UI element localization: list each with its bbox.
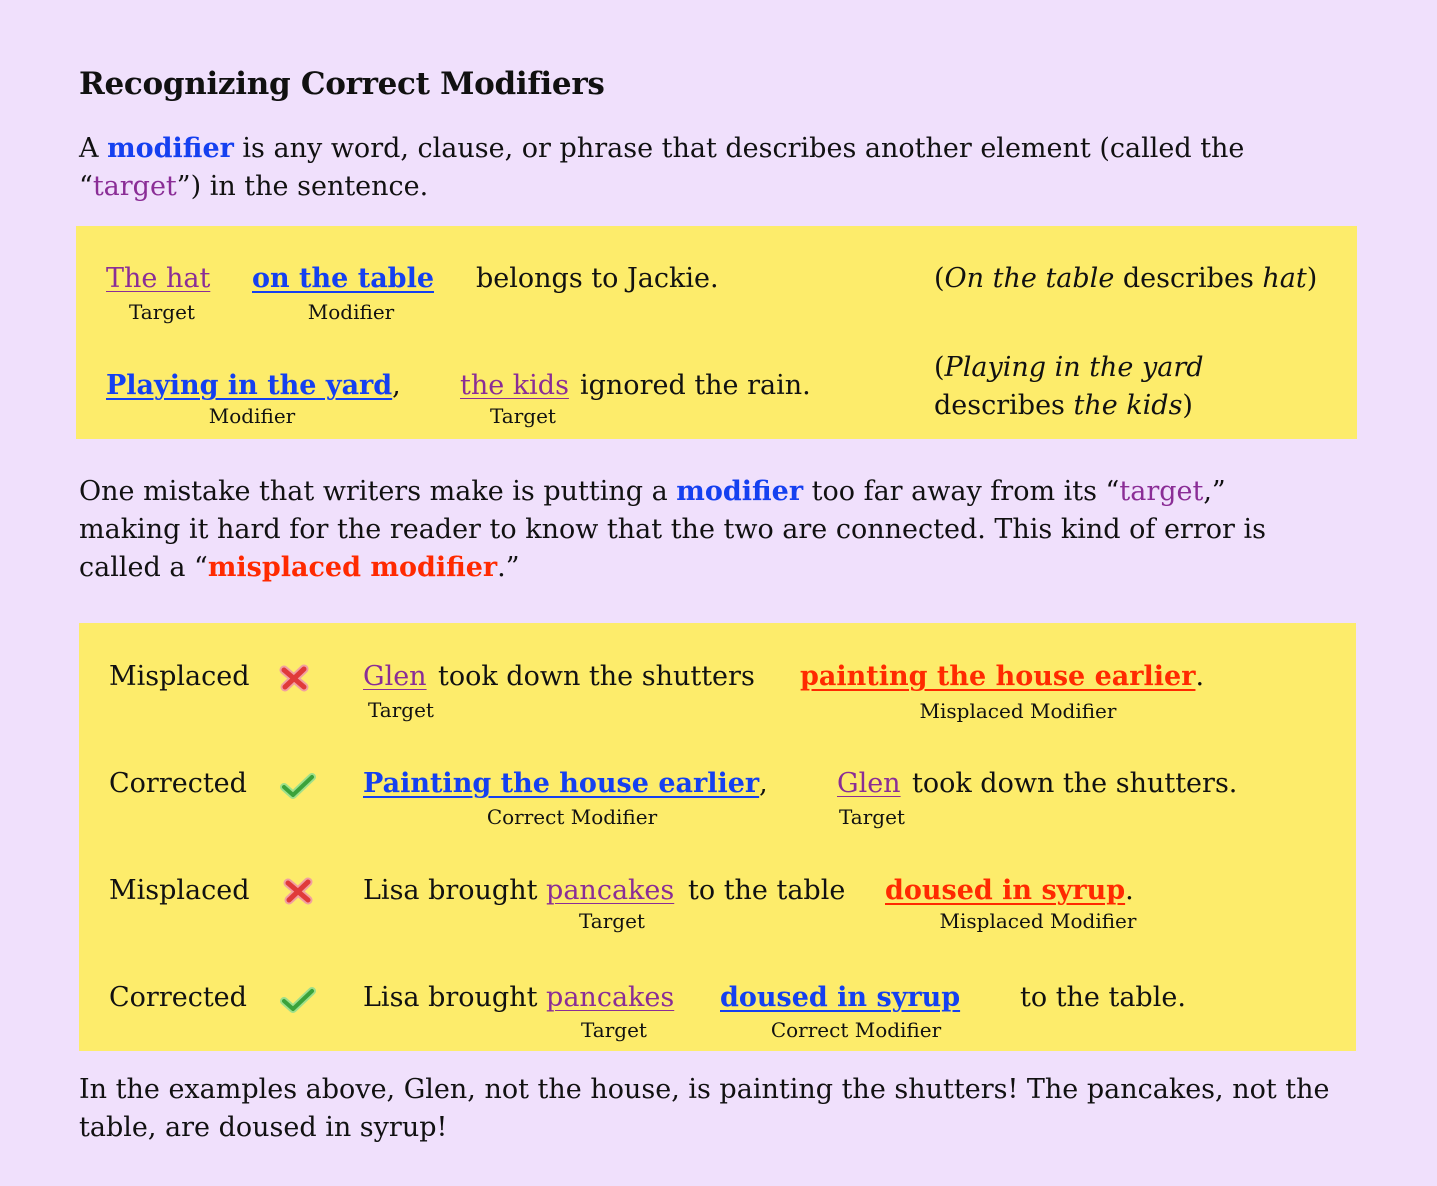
modifier-term: modifier [107, 133, 234, 164]
target-label: Target [129, 300, 195, 324]
example2-row4-sentence: Lisa brought pancakes [363, 982, 675, 1013]
example2-row3-modifier: doused in syrup. [885, 875, 1134, 906]
closing-paragraph: In the examples above, Glen, not the house, is painting the shutters! The pancakes, not the table, are doused in syrup! [79, 1074, 1330, 1143]
example1-row1-modifier: on the table [252, 263, 434, 294]
example1-row1-target: The hat [106, 263, 211, 294]
example2-row2-text: took down the shutters. [912, 768, 1238, 799]
example1-row1-note: (On the table describes hat) [934, 263, 1318, 294]
target-label: Target [490, 404, 556, 428]
red-x-icon [279, 664, 309, 692]
modifier-label: Modifier [208, 404, 296, 428]
status-label: Misplaced [109, 875, 250, 906]
target-label: Target [581, 1018, 647, 1042]
middle-paragraph: One mistake that writers make is putting a modifier too far away from its “target,” making it hard for the reader to know that the two are connected. This kind of error is called a “misplaced modifier.” [79, 476, 1266, 583]
target-term: target [1119, 476, 1204, 507]
example2-row1-text: took down the shutters [438, 661, 755, 692]
correct-modifier-label: Correct Modifier [770, 1018, 942, 1042]
red-x-icon [283, 877, 313, 905]
status-label: Corrected [109, 982, 247, 1013]
target-term: target [92, 171, 177, 202]
example2-row3-text: to the table [688, 875, 846, 906]
target-label: Target [839, 805, 905, 829]
intro-paragraph: A modifier is any word, clause, or phrase that describes another element (called the “target”) in the sentence. [79, 133, 1245, 202]
example2-row3-sentence: Lisa brought pancakes [363, 875, 675, 906]
misplaced-modifier-label: Misplaced Modifier [939, 909, 1137, 933]
example2-row2-modifier: Painting the house earlier, [363, 768, 768, 799]
example2-row2-target: Glen [837, 768, 901, 799]
correct-modifier-label: Correct Modifier [486, 805, 658, 829]
example2-row4-text: to the table. [1020, 982, 1186, 1013]
example2-row1-modifier: painting the house earlier. [800, 661, 1205, 692]
example1-row1-rest: belongs to Jackie. [476, 263, 719, 294]
misplaced-modifier-term: misplaced modifier [207, 552, 498, 583]
example1-row2-rest: ignored the rain. [580, 370, 811, 401]
target-label: Target [368, 698, 434, 722]
modifier-term: modifier [676, 476, 804, 507]
green-check-icon [280, 986, 316, 1014]
misplaced-modifier-label: Misplaced Modifier [919, 699, 1117, 723]
green-check-icon [280, 772, 316, 800]
status-label: Corrected [109, 768, 247, 799]
target-label: Target [579, 909, 645, 933]
example1-row2-target: the kids [460, 370, 569, 401]
example2-row4-modifier: doused in syrup [720, 982, 961, 1013]
example1-row2-note: (Playing in the yard describes the kids) [934, 352, 1204, 421]
page-title: Recognizing Correct Modifiers [79, 66, 605, 102]
modifier-label: Modifier [307, 300, 395, 324]
example2-row1-target: Glen [363, 661, 427, 692]
status-label: Misplaced [109, 661, 250, 692]
example1-row2-modifier: Playing in the yard, [106, 370, 401, 401]
